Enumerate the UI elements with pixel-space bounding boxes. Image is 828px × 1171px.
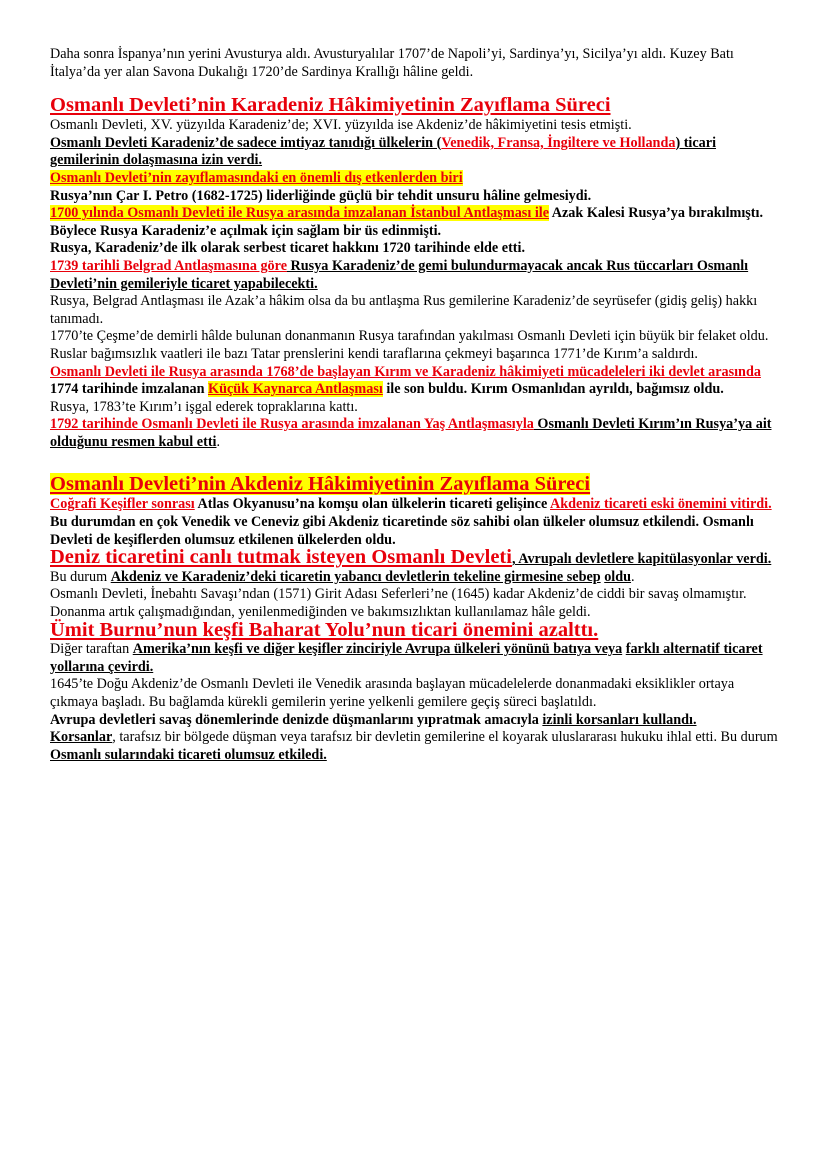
akdeniz-p10-c: Osmanlı sularındaki ticareti olumsuz etkiledi. — [50, 746, 327, 763]
akdeniz-p8: 1645’te Doğu Akdeniz’de Osmanlı Devleti ile Venedik arasında başlayan mücadelelerde donanmadaki eksiklikler ortaya çıkmaya başladı. Bu bağlamda kürekli gemilerin yerine yelkenli gemilere geçiş süreci başlatıldı. — [50, 676, 735, 710]
akdeniz-heading-text: Osmanlı Devleti’nin Akdeniz Hâkimiyetinin Zayıflama Süreci — [50, 473, 591, 496]
karadeniz-heading-text: Osmanlı Devleti’nin Karadeniz Hâkimiyetinin Zayıflama Süreci — [50, 94, 611, 117]
karadeniz-p4: Rusya’nın Çar I. Petro (1682-1725) liderliğinde güçlü bir tehdit unsuru hâline gelmesiydi. — [50, 187, 592, 204]
karadeniz-p5-b: Azak Kalesi Rusya’ya bırakılmıştı. Böylece Rusya — [50, 205, 764, 239]
akdeniz-p3-d: Akdeniz ve Karadeniz’deki ticaretin yabancı devletlerin tekeline girmesine sebep — [110, 568, 601, 585]
karadeniz-p3 — [50, 170, 780, 188]
karadeniz-p11 — [50, 364, 780, 399]
akdeniz-p2: Bu durumdan en çok Venedik ve Ceneviz gibi Akdeniz ticaretinde söz sahibi olan ülkeler olumsuz etkilendi. Osmanlı Devleti de keşiflerden olumsuz etkilenen ülkelerden oldu. — [50, 514, 754, 548]
akdeniz-heading — [50, 473, 780, 496]
karadeniz-p11-kucuk-kaynarca: Küçük Kaynarca Antlaşması — [208, 381, 383, 398]
akdeniz-p9 — [50, 712, 780, 730]
akdeniz-p7-b: Amerika’nın keşfi ve diğer keşifler zinciriyle Avrupa ülkeleri yönünü batıya veya — [132, 641, 623, 658]
akdeniz-p9-korsan: izinli korsanları kullandı. — [542, 711, 697, 728]
akdeniz-p7-d: farklı alternatif ticaret yollarına çevirdi. — [50, 641, 763, 675]
akdeniz-p10-b: , tarafsız bir bölgede düşman veya tarafsız bir devletin gemilerine el koyarak uluslararası hukuku ihlal etti. Bu durum — [112, 729, 778, 746]
akdeniz-p3-oldu: oldu — [604, 568, 632, 585]
karadeniz-p12: Rusya, 1783’te Kırım’ı işgal ederek topraklarına kattı. — [50, 398, 358, 415]
akdeniz-p7 — [50, 641, 780, 676]
akdeniz-p3-c: Bu durum — [50, 568, 111, 585]
document-page — [50, 46, 780, 764]
karadeniz-p2 — [50, 135, 780, 170]
akdeniz-p10-korsanlar: Korsanlar — [50, 729, 113, 746]
akdeniz-p7-a: Diğer taraftan — [50, 641, 133, 658]
akdeniz-p3-period: . — [631, 568, 635, 585]
karadeniz-p9: 1770’te Çeşme’de demirli hâlde bulunan donanmanın Rusya tarafından yakılması Osmanlı Devleti için büyük bir felaket oldu. — [50, 328, 769, 345]
akdeniz-p3-kapitulasyon: , Avrupalı devletlere kapitülasyonlar verdi. — [511, 551, 772, 568]
karadeniz-p2-a: Osmanlı Devleti Karadeniz’de sadece imtiyaz tanıdığı ülkelerin ( — [50, 134, 442, 151]
karadeniz-p5-c: Karadeniz’e açılmak için sağlam bir üs edinmişti. — [141, 222, 442, 239]
karadeniz-heading — [50, 94, 780, 117]
karadeniz-p3-text: Osmanlı Devleti’nin zayıflamasındaki en önemli dış etkenlerden biri — [50, 169, 463, 186]
karadeniz-p7 — [50, 258, 780, 293]
akdeniz-p6 — [50, 618, 780, 642]
karadeniz-p8: Rusya, Belgrad Antlaşması ile Azak’a hâkim olsa da bu antlaşma Rus gemilerine Karadeniz’de seyrüsefer (gidiş geliş) hakkı tanımadı. — [50, 293, 758, 327]
akdeniz-p4: Osmanlı Devleti, İnebahtı Savaşı’ndan (1571) Girit Adası Seferleri’ne (1645) kadar Akdeniz’de ciddi bir savaş olmamıştır. — [50, 586, 747, 603]
karadeniz-p11-b: 1774 tarihinde imzalanan — [50, 381, 209, 398]
akdeniz-p1-akdeniz: Akdeniz ticareti eski önemini vitirdi. — [550, 496, 772, 513]
akdeniz-p1-cografi: Coğrafi Keşifler sonrası — [50, 496, 195, 513]
karadeniz-p7-b: Rusya Karadeniz’de gemi bulundurmayacak ancak Rus tüccarları Osmanlı Devleti’nin gemileriyle ticaret yapabilecekti. — [50, 257, 749, 292]
karadeniz-p10: Ruslar bağımsızlık vaatleri ile bazı Tatar prenslerini kendi taraflarına çekmeyi başarınca 1771’de Kırım’a saldırdı. — [50, 345, 698, 362]
akdeniz-p3 — [50, 546, 780, 586]
karadeniz-p2-countries: Venedik, Fransa, İngiltere ve Hollanda — [441, 134, 676, 151]
akdeniz-p10 — [50, 729, 780, 764]
karadeniz-p13 — [50, 416, 780, 451]
karadeniz-p1: Osmanlı Devleti, XV. yüzyılda Karadeniz’de; XVI. yüzyılda ise Akdeniz’de hâkimiyetini tesis etmişti. — [50, 117, 632, 134]
karadeniz-p13-yas: 1792 tarihinde Osmanlı Devleti ile Rusya arasında imzalanan Yaş Antlaşmasıyla — [50, 416, 534, 433]
karadeniz-p7-belgrad: 1739 tarihli Belgrad Antlaşmasına göre — [50, 257, 287, 274]
akdeniz-p1 — [50, 496, 780, 514]
intro-paragraph: Daha sonra İspanya’nın yerini Avusturya aldı. Avusturyalılar 1707’de Napoli’yi, Sardinya’yı, Sicilya’yı aldı. Kuzey Batı İtalya’da yer alan Savona Dukalığı 1720’de Sardinya Krallığı hâline geldi. — [50, 46, 734, 80]
akdeniz-p5: Donanma artık çalışmadığından, yenilenmediğinden ve bakımsızlıktan kullanılamaz hâle geldi. — [50, 604, 591, 621]
akdeniz-p9-a: Avrupa devletleri savaş dönemlerinde denizde düşmanlarını yıpratmak amacıyla — [50, 711, 543, 728]
karadeniz-p6: Rusya, Karadeniz’de ilk olarak serbest ticaret hakkını 1720 tarihinde elde etti. — [50, 240, 526, 257]
karadeniz-p5-istanbul: 1700 yılında Osmanlı Devleti ile Rusya arasında imzalanan İstanbul Antlaşması ile — [50, 205, 549, 222]
akdeniz-p3-deniz: Deniz ticaretini canlı tutmak isteyen Osmanlı Devleti — [50, 546, 512, 569]
akdeniz-p6-umit-burnu: Ümit Burnu’nun keşfi Baharat Yolu’nun ticari önemini azalttı. — [50, 618, 599, 641]
karadeniz-p11-a: Osmanlı Devleti ile Rusya arasında 1768’de başlayan Kırım ve Karadeniz hâkimiyeti mücadeleleri iki devlet arasında — [50, 363, 761, 380]
karadeniz-p11-d: ile son buldu. Kırım Osmanlıdan ayrıldı, bağımsız oldu. — [382, 381, 724, 398]
karadeniz-p2-c: ) ticari gemilerinin dolaşmasına izin verdi. — [50, 134, 717, 169]
karadeniz-p13-b: Osmanlı Devleti Kırım’ın Rusya’ya ait olduğunu resmen kabul etti — [50, 416, 772, 450]
karadeniz-p5 — [50, 205, 780, 240]
akdeniz-p1-b: Atlas Okyanusu’na komşu olan ülkelerin ticareti gelişince — [194, 496, 551, 513]
karadeniz-p13-period: . — [216, 433, 221, 450]
